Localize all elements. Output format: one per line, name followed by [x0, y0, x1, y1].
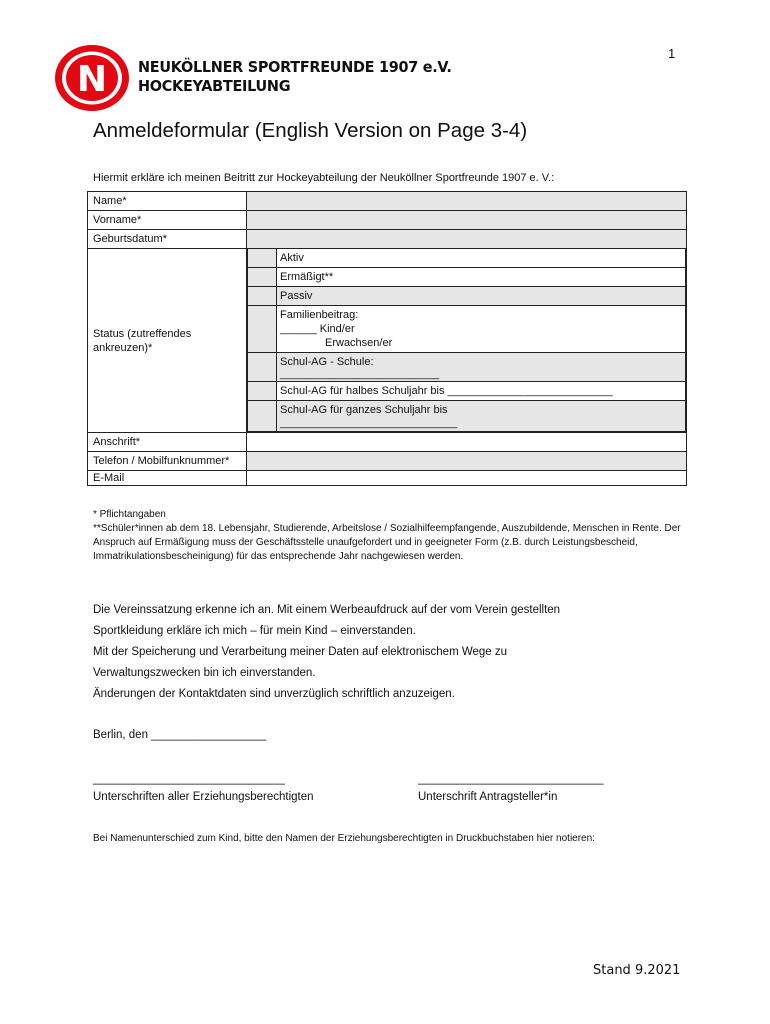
schul-ag-ganz-line: _____________________________ [280, 417, 458, 429]
form-row-telefon [88, 452, 687, 471]
status-option-schul-ag-ganz [248, 401, 686, 432]
status-option-aktiv [248, 249, 686, 268]
form-row-email [88, 471, 687, 486]
name-field[interactable] [247, 192, 687, 211]
declaration-line-3: Mit der Speicherung und Verarbeitung meiner Daten auf elektronischem Wege zu [93, 646, 508, 658]
telefon-field[interactable] [247, 452, 687, 471]
schul-ag-halb-label: Schul-AG für halbes Schuljahr bis ___________________________ [277, 382, 686, 401]
name-difference-note: Bei Namenunterschied zum Kind, bitte den Namen der Erziehungsberechtigten in Druckbuchstaben hier notieren: [93, 833, 595, 844]
form-row-vorname [88, 211, 687, 230]
status-options [247, 249, 687, 433]
footnote-pflicht: * Pflichtangaben [93, 509, 166, 520]
footnotes [93, 508, 693, 564]
familien-option [277, 306, 686, 353]
footnote-schueler: **Schüler*innen ab dem 18. Lebensjahr, Studierende, Arbeitslose / Sozialhilfeempfangende, Auszubildende, Menschen in Rente. Der Anspruch auf Ermäßigung muss der Geschäftsstelle unaufgefordert und in geeigneter Form (z.B. durch Leistungsbescheid, Immatrikulationsbescheinigung) für das entsprechende Jahr nachgewiesen werden. [93, 523, 681, 562]
status-option-familien [248, 306, 686, 353]
version-stand: Stand 9.2021 [593, 963, 681, 978]
email-field[interactable] [247, 471, 687, 486]
telefon-label: Telefon / Mobilfunknummer* [88, 452, 247, 471]
org-name: NEUKÖLLNER SPORTFREUNDE 1907 e.V. [138, 58, 452, 76]
geburtsdatum-label: Geburtsdatum* [88, 230, 247, 249]
declaration-line-5: Änderungen der Kontaktdaten sind unverzüglich schriftlich anzuzeigen. [93, 688, 455, 700]
name-label: Name* [88, 192, 247, 211]
aktiv-checkbox[interactable] [248, 249, 277, 268]
email-label: E-Mail [88, 471, 247, 486]
logo-letter: N [76, 59, 108, 100]
passiv-label: Passiv [277, 287, 686, 306]
org-department: HOCKEYABTEILUNG [138, 77, 291, 95]
status-label: Status (zutreffendes ankreuzen)* [88, 249, 247, 433]
status-option-passiv [248, 287, 686, 306]
form-row-geburtsdatum [88, 230, 687, 249]
status-option-schul-ag [248, 353, 686, 382]
vorname-label: Vorname* [88, 211, 247, 230]
page-title: Anmeldeformular (English Version on Page 3-4) [93, 119, 528, 142]
familien-checkbox[interactable] [248, 306, 277, 353]
schul-ag-line: __________________________ [280, 368, 440, 380]
schul-ag-ganz-checkbox[interactable] [248, 401, 277, 432]
form-row-anschrift [88, 433, 687, 452]
geburtsdatum-field[interactable] [247, 230, 687, 249]
signature-line-guardians[interactable]: ______________________________ [93, 773, 285, 785]
registration-form-table [87, 191, 687, 486]
declaration-line-4: Verwaltungszwecken bin ich einverstanden. [93, 667, 316, 679]
aktiv-label: Aktiv [277, 249, 686, 268]
schul-ag-ganz-label: Schul-AG für ganzes Schuljahr bis [280, 404, 448, 416]
signature-line-applicant[interactable]: _____________________________ [418, 773, 604, 785]
schul-ag-label: Schul-AG - Schule: [280, 356, 374, 368]
declaration-line-2: Sportkleidung erkläre ich mich – für mein Kind – einverstanden. [93, 625, 416, 637]
familien-title: Familienbeitrag: [280, 309, 359, 321]
form-row-status [88, 249, 687, 433]
place-date-field[interactable]: Berlin, den __________________ [93, 729, 267, 741]
schul-ag-halb-checkbox[interactable] [248, 382, 277, 401]
declaration-line-1: Die Vereinssatzung erkenne ich an. Mit einem Werbeaufdruck auf der vom Verein gestellten [93, 604, 561, 616]
vorname-field[interactable] [247, 211, 687, 230]
schul-ag-option [277, 353, 686, 382]
declaration-text [93, 600, 713, 705]
familien-erwachsen-line: Erwachsen/er [325, 337, 393, 349]
status-option-ermaessigt [248, 268, 686, 287]
signature-label-guardians: Unterschriften aller Erziehungsberechtigten [93, 791, 314, 803]
page-number: 1 [668, 46, 676, 61]
status-option-schul-ag-halb [248, 382, 686, 401]
anschrift-label: Anschrift* [88, 433, 247, 452]
ermaessigt-label: Ermäßigt** [277, 268, 686, 287]
anschrift-field[interactable] [247, 433, 687, 452]
intro-text: Hiermit erkläre ich meinen Beitritt zur Hockeyabteilung der Neuköllner Sportfreunde 1907 e. V.: [93, 172, 555, 184]
familien-kind-line: ______ Kind/er [280, 323, 355, 335]
passiv-checkbox[interactable] [248, 287, 277, 306]
schul-ag-checkbox[interactable] [248, 353, 277, 382]
ermaessigt-checkbox[interactable] [248, 268, 277, 287]
schul-ag-ganz-option [277, 401, 686, 432]
club-logo [54, 44, 130, 112]
signature-label-applicant: Unterschrift Antragsteller*in [418, 791, 558, 803]
form-row-name [88, 192, 687, 211]
